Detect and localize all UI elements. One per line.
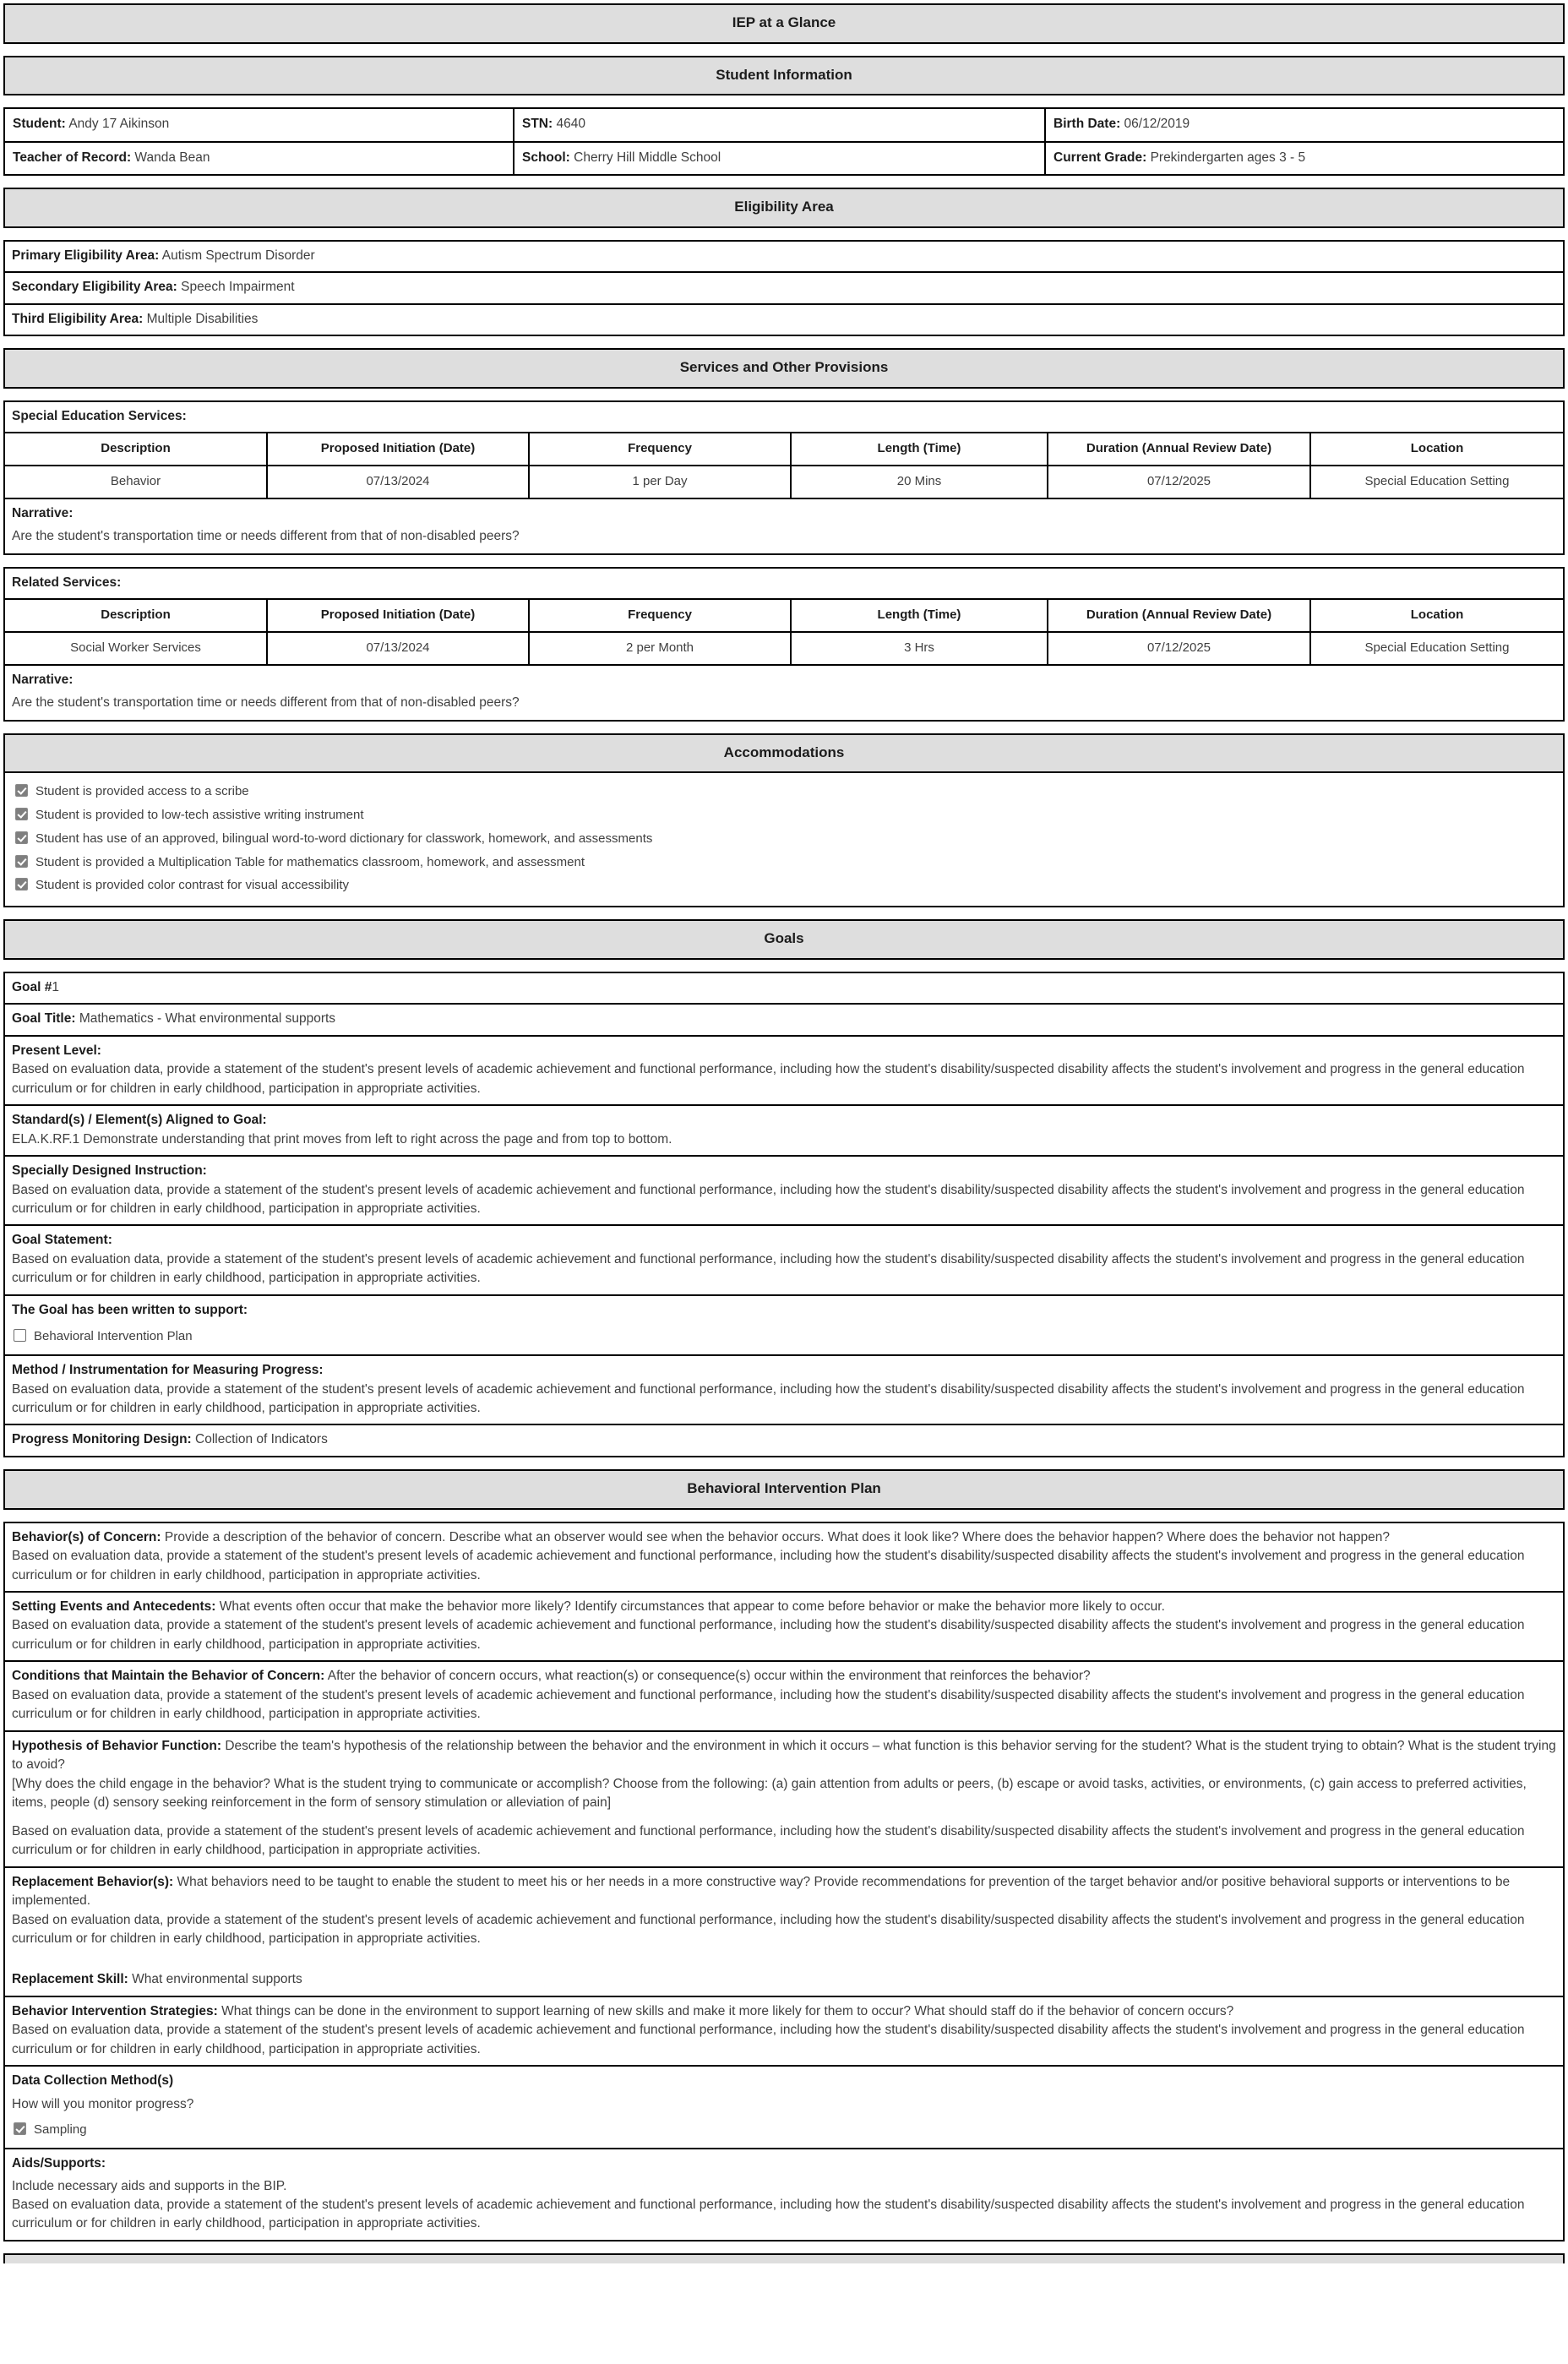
sdi-text: Based on evaluation data, provide a statement of the student's present levels of academic achievement and functional performance, including how the student's disability/suspected disability affects the student's involvement and progress in the general education curriculum or for children in early childhood, participation in appropriate activities. xyxy=(12,1182,1525,1216)
field-label: Secondary Eligibility Area: xyxy=(12,280,177,295)
student-information-table xyxy=(3,107,1565,176)
services-heading-label: Services and Other Provisions xyxy=(679,359,889,376)
student-information-heading xyxy=(3,56,1565,96)
cell-proposed-initiation: 07/13/2024 xyxy=(267,466,529,498)
table-row xyxy=(5,466,1563,498)
eligibility-row-primary xyxy=(5,242,1563,273)
replacement-behavior-label: Replacement Behavior(s): xyxy=(12,1874,174,1889)
bip-heading xyxy=(3,1469,1565,1510)
behavior-concern-prompt: Provide a description of the behavior of concern. Describe what an observer would see when the behavior occurs. What does it look like? Where does the behavior happen? Where does the behavior not happen? xyxy=(164,1529,1390,1544)
field-value: 06/12/2019 xyxy=(1124,117,1190,132)
bip-hypothesis-row xyxy=(5,1732,1563,1868)
goals-heading xyxy=(3,919,1565,960)
data-collection-item-label: Sampling xyxy=(34,2122,87,2138)
goal-statement-row xyxy=(5,1226,1563,1295)
checkbox-checked-icon[interactable] xyxy=(14,2122,26,2135)
goal-title-label: Goal Title: xyxy=(12,1011,76,1027)
setting-events-heading xyxy=(12,1598,1556,1616)
field-label: Birth Date: xyxy=(1054,117,1121,132)
measuring-progress-row xyxy=(5,1356,1563,1425)
cell-description: Behavior xyxy=(5,466,267,498)
column-header-length: Length (Time) xyxy=(791,600,1048,632)
setting-events-prompt: What events often occur that make the behavior more likely? Identify circumstances that appear to come before behavior or make the behavior more likely to occur. xyxy=(219,1599,1165,1614)
column-header-proposed-initiation: Proposed Initiation (Date) xyxy=(267,433,529,466)
hypothesis-bracket-text: [Why does the child engage in the behavior? What is the student trying to communicate or accomplish? Choose from the following: (a) gain attention from adults or peers, (b) escape or avoid tasks, activities, or environments, (c) gain access to preferred activities, items, people (d) sensory seeking reinforcement in the form of sensory stimulation or alleviation of pain] xyxy=(12,1776,1527,1811)
accommodation-label: Student is provided access to a scribe xyxy=(35,784,249,799)
goal-title-row xyxy=(5,1005,1563,1036)
field-value: Andy 17 Aikinson xyxy=(68,117,170,132)
table-header-row xyxy=(5,433,1563,466)
goal-support-item-label: Behavioral Intervention Plan xyxy=(34,1329,193,1344)
cell-description: Social Worker Services xyxy=(5,632,267,665)
checkbox-checked-icon[interactable] xyxy=(15,855,28,868)
standards-label: Standard(s) / Element(s) Aligned to Goal: xyxy=(12,1113,267,1128)
behavior-concern-text: Based on evaluation data, provide a statement of the student's present levels of academic achievement and functional performance, including how the student's disability/suspected disability affects the student's involvement and progress in the general education curriculum or for children in early childhood, participation in appropriate activities. xyxy=(12,1549,1525,1582)
field-value: Wanda Bean xyxy=(134,150,210,165)
accommodation-label: Student is provided a Multiplication Table for mathematics classroom, homework, and assessment xyxy=(35,854,585,869)
cell-location: Special Education Setting xyxy=(1310,632,1563,665)
standards-text: ELA.K.RF.1 Demonstrate understanding that print moves from left to right across the page and from top to bottom. xyxy=(12,1131,672,1147)
aids-label: Aids/Supports: xyxy=(12,2156,106,2171)
accommodation-item[interactable] xyxy=(14,803,1556,827)
cell-proposed-initiation: 07/13/2024 xyxy=(267,632,529,665)
data-collection-label: Data Collection Method(s) xyxy=(12,2073,174,2089)
present-level-row xyxy=(5,1037,1563,1106)
present-level-text: Based on evaluation data, provide a statement of the student's present levels of academic achievement and functional performance, including how the student's disability/suspected disability affects the student's involvement and progress in the general education curriculum or for children in early childhood, participation in appropriate activities. xyxy=(12,1062,1525,1096)
field-label: Third Eligibility Area: xyxy=(12,311,144,326)
eligibility-area-heading-label: Eligibility Area xyxy=(734,199,834,215)
hypothesis-prompt: Describe the team's hypothesis of the relationship between the behavior and the environment in which it occurs – what function is this behavior serving for the student? What is the student trying to obtain? What is the student trying to avoid? xyxy=(12,1738,1556,1773)
column-header-description: Description xyxy=(5,433,267,466)
goal-number-row xyxy=(5,973,1563,1005)
checkbox-checked-icon[interactable] xyxy=(15,878,28,891)
special-education-narrative-text: Are the student's transportation time or needs different from that of non-disabled peers? xyxy=(12,529,520,544)
behavior-concern-heading xyxy=(12,1528,1556,1547)
conditions-text: Based on evaluation data, provide a statement of the student's present levels of academic achievement and functional performance, including how the student's disability/suspected disability affects the student's involvement and progress in the general education curriculum or for children in early childhood, participation in appropriate activities. xyxy=(12,1687,1525,1722)
bip-block xyxy=(3,1522,1565,2241)
field-value: Cherry Hill Middle School xyxy=(574,150,721,165)
checkbox-unchecked-icon[interactable] xyxy=(14,1329,26,1342)
student-field-birth-date xyxy=(1046,109,1563,142)
accommodation-item[interactable] xyxy=(14,780,1556,803)
column-header-description: Description xyxy=(5,600,267,632)
standards-row xyxy=(5,1106,1563,1157)
table-header-row xyxy=(5,600,1563,632)
field-value: Autism Spectrum Disorder xyxy=(161,248,315,263)
cell-frequency: 2 per Month xyxy=(529,632,791,665)
strategies-label: Behavior Intervention Strategies: xyxy=(12,2003,218,2018)
cell-length: 3 Hrs xyxy=(791,632,1048,665)
student-information-heading-label: Student Information xyxy=(716,66,852,83)
column-header-duration: Duration (Annual Review Date) xyxy=(1048,433,1310,466)
cell-duration: 07/12/2025 xyxy=(1048,632,1310,665)
related-services-block xyxy=(3,567,1565,722)
goals-heading-label: Goals xyxy=(764,930,804,947)
strategies-prompt: What things can be done in the environment to support learning of new skills and make it more likely for them to occur? What should staff do if the behavior of concern occurs? xyxy=(221,2003,1234,2018)
goal-statement-text: Based on evaluation data, provide a statement of the student's present levels of academic achievement and functional performance, including how the student's disability/suspected disability affects the student's involvement and progress in the general education curriculum or for children in early childhood, participation in appropriate activities. xyxy=(12,1251,1525,1286)
behavior-concern-label: Behavior(s) of Concern: xyxy=(12,1529,161,1544)
cell-duration: 07/12/2025 xyxy=(1048,466,1310,498)
field-label: School: xyxy=(522,150,570,165)
special-education-services-block xyxy=(3,400,1565,555)
column-header-location: Location xyxy=(1310,433,1563,466)
accommodation-label: Student is provided color contrast for visual accessibility xyxy=(35,878,350,893)
bip-conditions-row xyxy=(5,1662,1563,1731)
data-collection-item[interactable] xyxy=(12,2118,1556,2142)
accommodation-label: Student is provided to low-tech assistive writing instrument xyxy=(35,808,364,823)
cell-frequency: 1 per Day xyxy=(529,466,791,498)
bip-data-collection-row xyxy=(5,2067,1563,2149)
hypothesis-heading xyxy=(12,1737,1556,1775)
setting-events-text: Based on evaluation data, provide a statement of the student's present levels of academic achievement and functional performance, including how the student's disability/suspected disability affects the student's involvement and progress in the general education curriculum or for children in early childhood, participation in appropriate activities. xyxy=(12,1618,1525,1652)
bip-aids-supports-row xyxy=(5,2149,1563,2240)
bip-behavior-of-concern-row xyxy=(5,1523,1563,1593)
present-level-label: Present Level: xyxy=(12,1043,101,1058)
setting-events-label: Setting Events and Antecedents: xyxy=(12,1599,216,1614)
aids-text: Based on evaluation data, provide a statement of the student's present levels of academic achievement and functional performance, including how the student's disability/suspected disability affects the student's involvement and progress in the general education curriculum or for children in early childhood, participation in appropriate activities. xyxy=(12,2197,1525,2231)
strategies-text: Based on evaluation data, provide a statement of the student's present levels of academic achievement and functional performance, including how the student's disability/suspected disability affects the student's involvement and progress in the general education curriculum or for children in early childhood, participation in appropriate activities. xyxy=(12,2023,1525,2056)
goal-block xyxy=(3,972,1565,1457)
student-field-stn xyxy=(514,109,1046,142)
strategies-heading xyxy=(12,2002,1556,2021)
specially-designed-instruction-row xyxy=(5,1157,1563,1226)
conditions-prompt: After the behavior of concern occurs, what reaction(s) or consequence(s) occur within the environment that reinforces the behavior? xyxy=(327,1669,1091,1684)
progress-design-label: Progress Monitoring Design: xyxy=(12,1432,192,1447)
column-header-duration: Duration (Annual Review Date) xyxy=(1048,600,1310,632)
goal-support-label: The Goal has been written to support: xyxy=(12,1302,248,1317)
eligibility-row-third xyxy=(5,305,1563,335)
aids-prompt: Include necessary aids and supports in the BIP. xyxy=(12,2178,287,2193)
goal-title-value: Mathematics - What environmental supports xyxy=(79,1011,336,1027)
column-header-proposed-initiation: Proposed Initiation (Date) xyxy=(267,600,529,632)
related-services-narrative-label: Narrative: xyxy=(12,672,74,687)
student-field-student xyxy=(5,109,514,142)
progress-design-value: Collection of Indicators xyxy=(195,1432,328,1447)
accommodation-item[interactable] xyxy=(14,874,1556,897)
student-field-current-grade xyxy=(1046,143,1563,174)
field-label: Primary Eligibility Area: xyxy=(12,248,160,263)
cell-length: 20 Mins xyxy=(791,466,1048,498)
sdi-label: Specially Designed Instruction: xyxy=(12,1163,207,1179)
goal-statement-label: Goal Statement: xyxy=(12,1233,112,1248)
goal-number-label: Goal # xyxy=(12,979,52,994)
replacement-skill-label: Replacement Skill: xyxy=(12,1972,128,1987)
replacement-behavior-text: Based on evaluation data, provide a statement of the student's present levels of academic achievement and functional performance, including how the student's disability/suspected disability affects the student's involvement and progress in the general education curriculum or for children in early childhood, participation in appropriate activities. xyxy=(12,1912,1525,1947)
hypothesis-text: Based on evaluation data, provide a statement of the student's present levels of academic achievement and functional performance, including how the student's disability/suspected disability affects the student's involvement and progress in the general education curriculum or for children in early childhood, participation in appropriate activities. xyxy=(12,1823,1525,1858)
table-row xyxy=(5,632,1563,665)
field-value: Speech Impairment xyxy=(181,280,295,295)
document-title-bar xyxy=(3,3,1565,44)
accommodation-item[interactable] xyxy=(14,827,1556,851)
goal-number-value: 1 xyxy=(52,979,60,994)
accommodations-heading-label: Accommodations xyxy=(723,744,845,760)
checkbox-checked-icon[interactable] xyxy=(15,808,28,820)
bip-replacement-behavior-row xyxy=(5,1868,1563,1997)
related-services-narrative-text: Are the student's transportation time or needs different from that of non-disabled peers? xyxy=(12,695,520,711)
related-services-label: Related Services: xyxy=(5,569,1563,600)
accommodation-label: Student has use of an approved, bilingual word-to-word dictionary for classwork, homework, and assessments xyxy=(35,831,653,846)
replacement-behavior-heading xyxy=(12,1873,1556,1911)
goal-support-row xyxy=(5,1296,1563,1356)
field-label: Teacher of Record: xyxy=(13,150,132,165)
column-header-length: Length (Time) xyxy=(791,433,1048,466)
method-text: Based on evaluation data, provide a statement of the student's present levels of academic achievement and functional performance, including how the student's disability/suspected disability affects the student's involvement and progress in the general education curriculum or for children in early childhood, participation in appropriate activities. xyxy=(12,1381,1525,1415)
column-header-location: Location xyxy=(1310,600,1563,632)
eligibility-row-secondary xyxy=(5,273,1563,304)
replacement-skill-value: What environmental supports xyxy=(132,1972,302,1987)
accommodations-list xyxy=(3,773,1565,907)
accommodations-heading xyxy=(3,733,1565,774)
student-field-teacher-of-record xyxy=(5,143,514,174)
services-heading xyxy=(3,348,1565,389)
next-section-bar-partial xyxy=(3,2253,1565,2263)
hypothesis-label: Hypothesis of Behavior Function: xyxy=(12,1738,222,1753)
checkbox-checked-icon[interactable] xyxy=(15,831,28,844)
eligibility-area-heading xyxy=(3,188,1565,228)
conditions-heading xyxy=(12,1667,1556,1686)
bip-setting-events-row xyxy=(5,1593,1563,1662)
page-title: IEP at a Glance xyxy=(732,14,836,30)
goal-support-item[interactable] xyxy=(12,1325,1556,1348)
replacement-skill-line xyxy=(12,1970,1556,1989)
cell-location: Special Education Setting xyxy=(1310,466,1563,498)
column-header-frequency: Frequency xyxy=(529,600,791,632)
conditions-label: Conditions that Maintain the Behavior of Concern: xyxy=(12,1669,325,1684)
bip-strategies-row xyxy=(5,1997,1563,2067)
field-label: STN: xyxy=(522,117,553,132)
replacement-behavior-prompt: What behaviors need to be taught to enable the student to meet his or her needs in a more constructive way? Provide recommendations for prevention of the target behavior and/or positive behavioral supports or interventions to be implemented. xyxy=(12,1874,1511,1909)
related-services-table xyxy=(5,600,1563,666)
accommodation-item[interactable] xyxy=(14,851,1556,874)
special-education-services-label: Special Education Services: xyxy=(5,402,1563,433)
special-education-narrative-label: Narrative: xyxy=(12,505,74,520)
data-collection-prompt: How will you monitor progress? xyxy=(12,2096,194,2111)
progress-monitoring-design-row xyxy=(5,1425,1563,1455)
student-field-school xyxy=(514,143,1046,174)
field-label: Current Grade: xyxy=(1054,150,1147,165)
bip-heading-label: Behavioral Intervention Plan xyxy=(687,1479,881,1496)
field-label: Student: xyxy=(13,117,66,132)
column-header-frequency: Frequency xyxy=(529,433,791,466)
field-value: 4640 xyxy=(556,117,585,132)
field-value: Multiple Disabilities xyxy=(146,311,259,326)
checkbox-checked-icon[interactable] xyxy=(15,784,28,797)
field-value: Prekindergarten ages 3 - 5 xyxy=(1150,150,1306,165)
special-education-services-table xyxy=(5,433,1563,499)
method-label: Method / Instrumentation for Measuring Progress: xyxy=(12,1363,324,1378)
eligibility-area-table xyxy=(3,240,1565,336)
